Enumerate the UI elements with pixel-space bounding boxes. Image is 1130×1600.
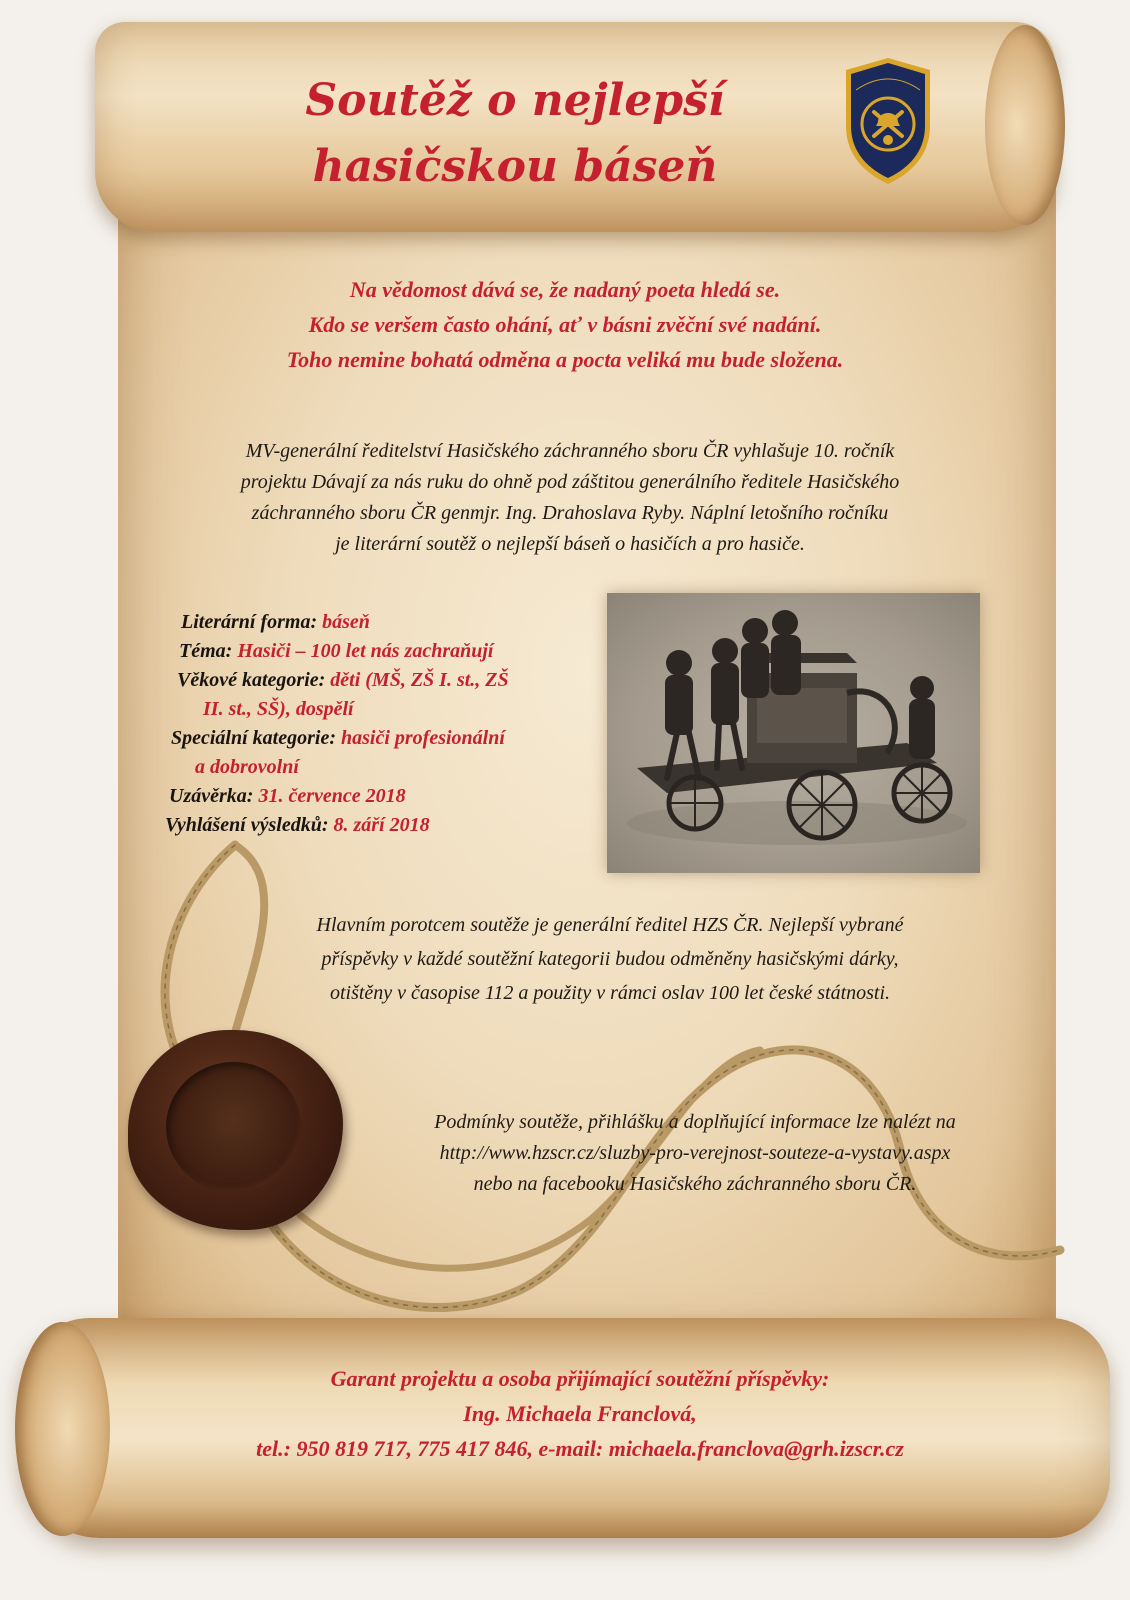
detail-label: Literární forma: — [181, 611, 318, 633]
info-url: http://www.hzscr.cz/sluzby-pro-verejnost-souteze-a-vystavy.aspx — [439, 1142, 951, 1164]
scroll-bottom-roll-end — [15, 1322, 110, 1536]
wax-seal — [128, 1030, 343, 1230]
detail-value: 31. července 2018 — [258, 785, 406, 807]
rhyme-line: Kdo se veršem často ohání, ať v básni zvěční své nadání. — [308, 312, 822, 337]
detail-label: Uzávěrka: — [169, 785, 254, 807]
contact-block — [160, 1361, 1000, 1466]
detail-value: báseň — [322, 611, 370, 633]
title-line-2: hasičskou báseň — [312, 141, 718, 192]
jury-line: Hlavním porotcem soutěže je generální ředitel HZS ČR. Nejlepší vybrané — [316, 914, 904, 936]
detail-special — [165, 724, 585, 753]
scroll-top-roll-end — [985, 25, 1065, 225]
jury-line: příspěvky v každé soutěžní kategorii budou odměněny hasičskými dárky, — [321, 948, 899, 970]
contact-name: Ing. Michaela Franclová, — [463, 1401, 697, 1426]
detail-deadline — [165, 782, 585, 811]
fire-rescue-emblem-icon — [840, 56, 936, 186]
detail-value: Hasiči – 100 let nás zachraňují — [237, 640, 494, 662]
historic-fire-engine-illustration — [607, 593, 980, 873]
detail-age — [165, 666, 585, 695]
rhyme-block — [175, 272, 955, 377]
intro-line: MV-generální ředitelství Hasičského záchranného sboru ČR vyhlašuje 10. ročník — [245, 440, 895, 462]
detail-value: II. st., SŠ), dospělí — [203, 698, 354, 720]
info-paragraph — [370, 1107, 1020, 1200]
detail-value: 8. září 2018 — [333, 814, 430, 836]
detail-label: Téma: — [179, 640, 233, 662]
intro-line: záchranného sboru ČR genmjr. Ing. Drahoslava Ryby. Náplní letošního ročníku — [251, 502, 889, 524]
competition-details — [165, 608, 585, 840]
info-line: Podmínky soutěže, přihlášku a doplňující informace lze nalézt na — [434, 1111, 956, 1133]
detail-age-cont — [165, 695, 585, 724]
intro-line: je literární soutěž o nejlepší báseň o hasičích a pro hasiče. — [335, 533, 805, 555]
detail-form — [165, 608, 585, 637]
detail-value: hasiči profesionální — [340, 727, 505, 749]
detail-value: a dobrovolní — [195, 756, 299, 778]
rhyme-line: Toho nemine bohatá odměna a pocta veliká mu bude složena. — [286, 347, 844, 372]
intro-line: projektu Dávají za nás ruku do ohně pod záštitou generálního ředitele Hasičského — [240, 471, 900, 493]
detail-label: Speciální kategorie: — [171, 727, 336, 749]
info-line: nebo na facebooku Hasičského záchranného sboru ČR. — [473, 1173, 917, 1195]
detail-results — [165, 811, 585, 840]
page-title — [230, 68, 800, 200]
detail-label: Vyhlášení výsledků: — [165, 814, 329, 836]
detail-special-cont — [165, 753, 585, 782]
detail-value: děti (MŠ, ZŠ I. st., ZŠ — [330, 669, 509, 691]
intro-paragraph — [180, 436, 960, 560]
jury-paragraph — [250, 908, 970, 1010]
title-line-1: Soutěž o nejlepší — [305, 75, 725, 126]
contact-phone-email: tel.: 950 819 717, 775 417 846, e-mail: michaela.franclova@grh.izscr.cz — [256, 1436, 904, 1461]
wax-seal-imprint — [166, 1062, 301, 1192]
rhyme-line: Na vědomost dává se, že nadaný poeta hledá se. — [349, 277, 781, 302]
detail-theme — [165, 637, 585, 666]
detail-label: Věkové kategorie: — [177, 669, 326, 691]
contact-heading: Garant projektu a osoba přijímající soutěžní příspěvky: — [330, 1366, 830, 1391]
jury-line: otištěny v časopise 112 a použity v rámci oslav 100 let české státnosti. — [329, 982, 891, 1004]
